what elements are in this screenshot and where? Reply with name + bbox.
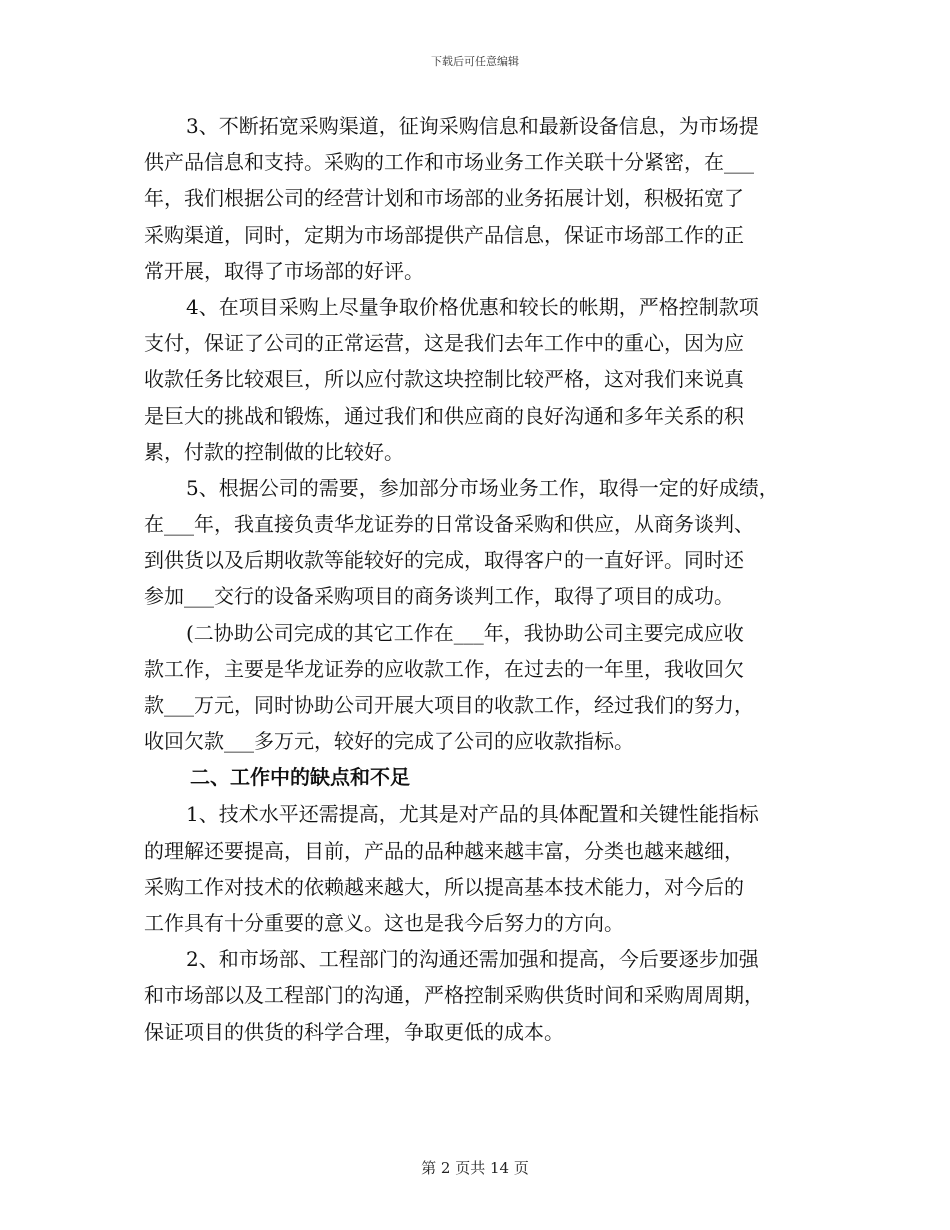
text-line: 款工作，主要是华龙证券的应收款工作，在过去的一年里，我收回欠 bbox=[144, 656, 744, 681]
text-line: 1、技术水平还需提高，尤其是对产品的具体配置和关键性能指标 bbox=[186, 802, 759, 827]
paragraph-receivables bbox=[144, 615, 806, 760]
text-line: 收款任务比较艰巨，所以应付款这块控制比较严格，这对我们来说真 bbox=[144, 367, 744, 392]
text-line: 工作具有十分重要的意义。这也是我今后努力的方向。 bbox=[144, 910, 624, 935]
text-line: 3、不断拓宽采购渠道，征询采购信息和最新设备信息，为市场提 bbox=[186, 114, 759, 138]
text-line: 参加___交行的设备采购项目的商务谈判工作，取得了项目的成功。 bbox=[144, 584, 734, 609]
document-body bbox=[144, 108, 806, 1050]
text-line: 2、和市场部、工程部门的沟通还需加强和提高，今后要逐步加强 bbox=[186, 947, 759, 972]
text-line: 到供货以及后期收款等能较好的完成，取得客户的一直好评。同时还 bbox=[144, 548, 744, 573]
paragraph-market-business bbox=[144, 470, 806, 615]
text-line: (二协助公司完成的其它工作在___年，我协助公司主要完成应收 bbox=[186, 620, 744, 645]
text-line: 收回欠款___多万元，较好的完成了公司的应收款指标。 bbox=[144, 729, 634, 754]
page-number: 第 2 页共 14 页 bbox=[421, 1159, 529, 1177]
text-line: 支付，保证了公司的正常运营，这是我们去年工作中的重心，因为应 bbox=[144, 331, 744, 356]
text-line: 保证项目的供货的科学合理，争取更低的成本。 bbox=[144, 1019, 564, 1044]
text-line: 常开展，取得了市场部的好评。 bbox=[144, 258, 424, 283]
text-line: 和市场部以及工程部门的沟通，严格控制采购供货时间和采购周周期， bbox=[144, 983, 764, 1008]
section-heading: 二、工作中的缺点和不足 bbox=[190, 765, 410, 790]
paragraph-technical-skill bbox=[144, 796, 806, 941]
text-line: 采购工作对技术的依赖越来越大，所以提高基本技术能力，对今后的 bbox=[144, 874, 744, 899]
text-line: 在___年，我直接负责华龙证券的日常设备采购和供应，从商务谈判、 bbox=[144, 512, 754, 537]
text-line: 5、根据公司的需要，参加部分市场业务工作，取得一定的好成绩， bbox=[186, 475, 779, 500]
text-line: 累，付款的控制做的比较好。 bbox=[144, 439, 404, 464]
paragraph-payment-control bbox=[144, 289, 806, 470]
text-line: 年，我们根据公司的经营计划和市场部的业务拓展计划，积极拓宽了 bbox=[144, 186, 744, 211]
text-line: 是巨大的挑战和锻炼，通过我们和供应商的良好沟通和多年关系的积 bbox=[144, 403, 744, 428]
paragraph-purchase-channels bbox=[144, 108, 806, 289]
text-line: 的理解还要提高，目前，产品的品种越来越丰富，分类也越来越细， bbox=[144, 838, 744, 863]
paragraph-communication bbox=[144, 941, 806, 1050]
header-note: 下载后可任意编辑 bbox=[431, 55, 519, 68]
text-line: 供产品信息和支持。采购的工作和市场业务工作关联十分紧密，在___ bbox=[144, 150, 754, 175]
text-line: 款___万元，同时协助公司开展大项目的收款工作，经过我们的努力， bbox=[144, 693, 754, 717]
text-line: 采购渠道，同时，定期为市场部提供产品信息，保证市场部工作的正 bbox=[144, 222, 744, 247]
text-line: 4、在项目采购上尽量争取价格优惠和较长的帐期，严格控制款项 bbox=[186, 294, 759, 319]
